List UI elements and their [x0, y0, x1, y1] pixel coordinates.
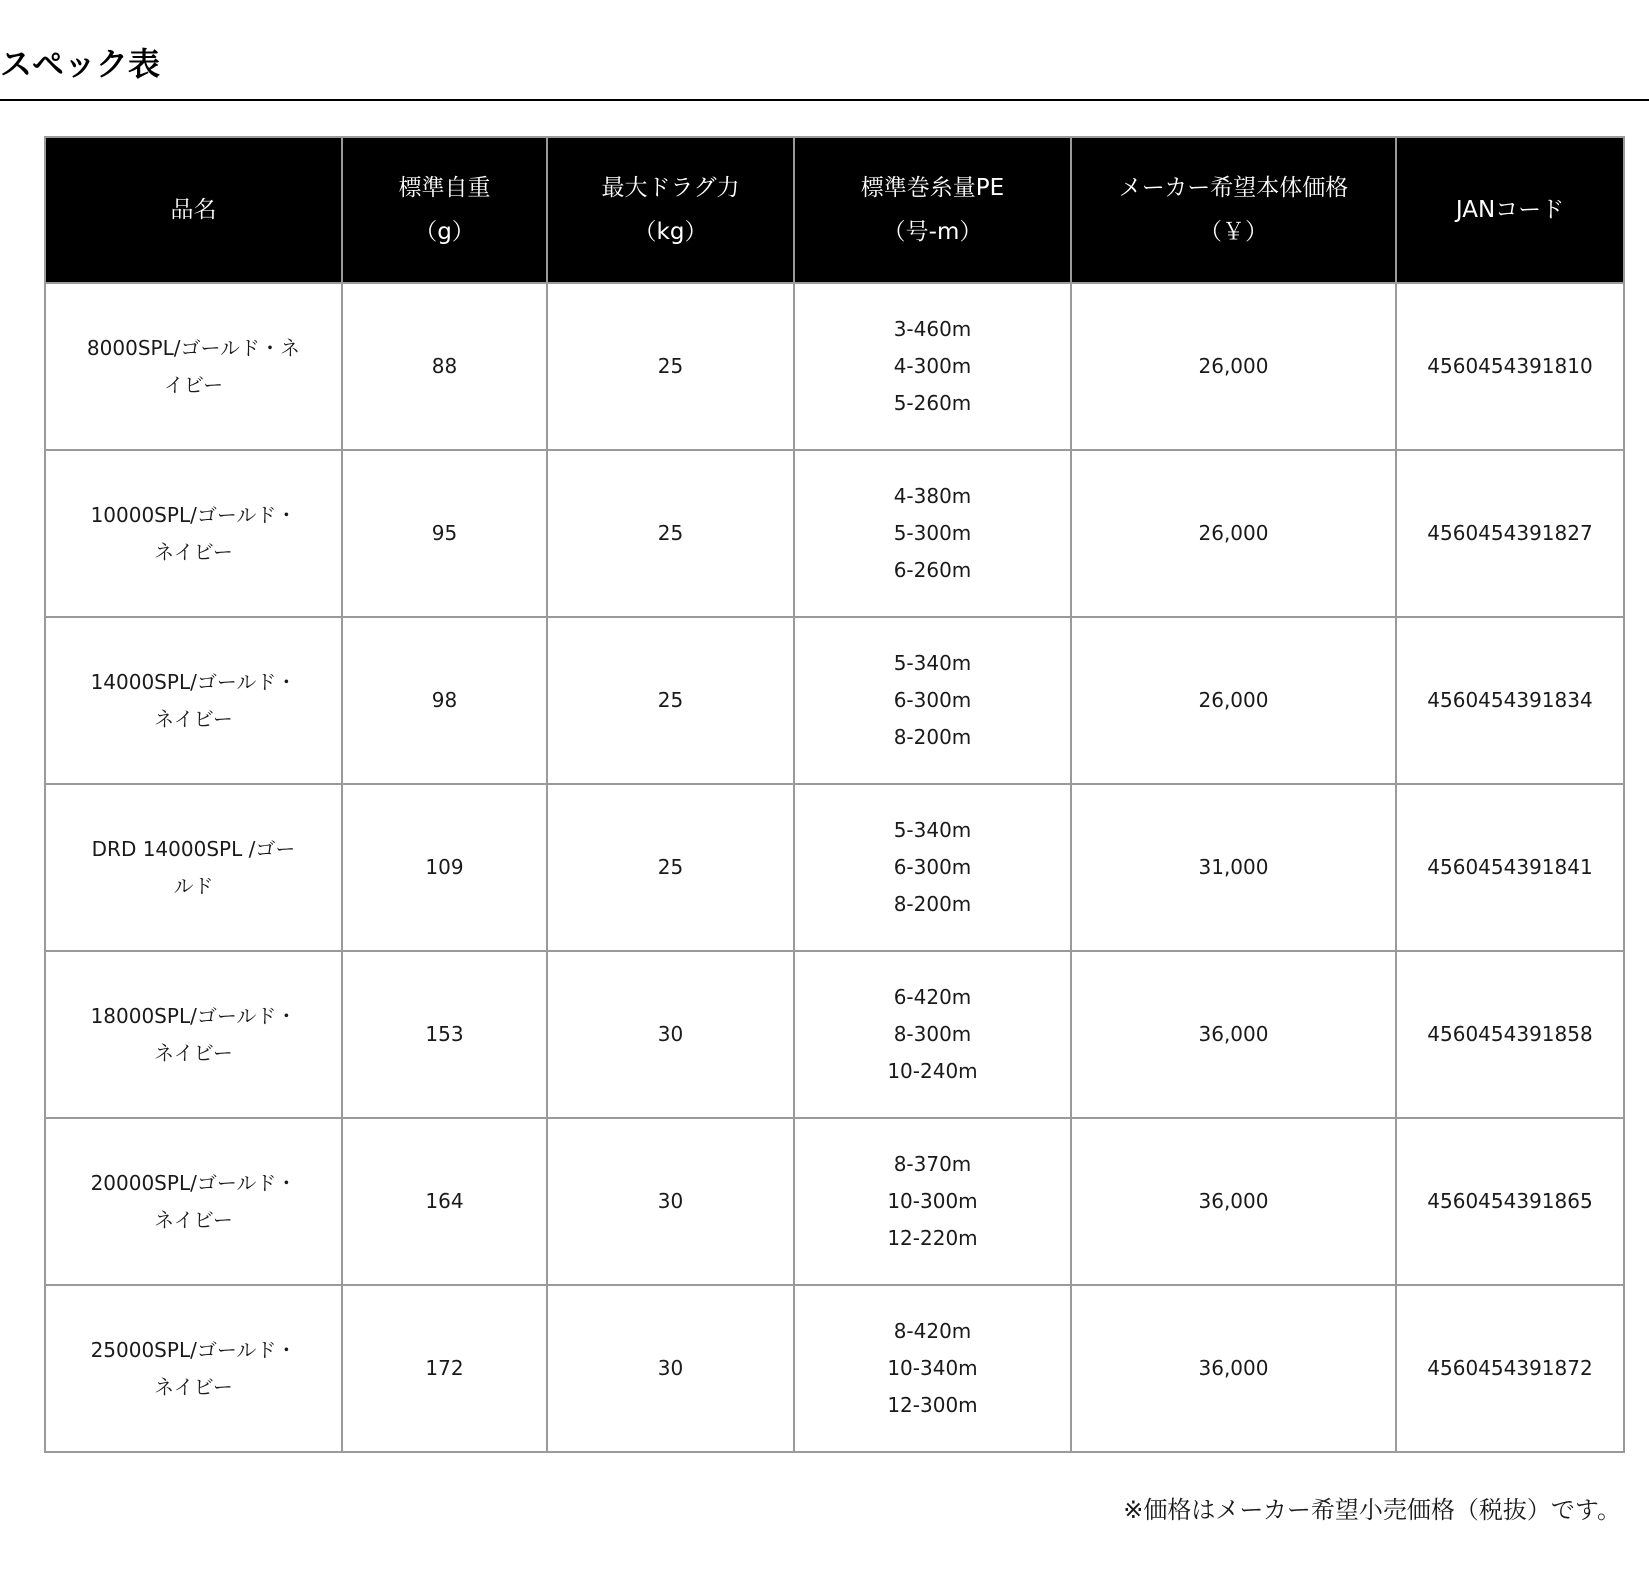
line-capacity-item: 4-380m	[893, 484, 972, 508]
header-product-name	[45, 137, 342, 283]
line-capacity-item: 6-420m	[893, 985, 972, 1009]
line-capacity-item: 8-200m	[893, 725, 972, 749]
price-cell: 36,000	[1071, 1118, 1396, 1285]
table-row	[45, 1285, 1624, 1452]
drag-cell: 30	[547, 1118, 794, 1285]
header-row	[45, 137, 1624, 283]
price-cell: 26,000	[1071, 283, 1396, 450]
product-name-cell: 8000SPL/ゴールド・ネイビー	[45, 283, 342, 450]
product-name-cell: DRD 14000SPL /ゴールド	[45, 784, 342, 951]
line-capacity-item: 5-300m	[893, 521, 972, 545]
jan-code-cell: 4560454391865	[1396, 1118, 1624, 1285]
line-capacity-cell	[794, 283, 1071, 450]
header-price	[1071, 137, 1396, 283]
drag-cell: 25	[547, 450, 794, 617]
line-capacity-item: 12-220m	[887, 1226, 978, 1250]
weight-cell: 164	[342, 1118, 547, 1285]
line-capacity-item: 3-460m	[893, 317, 972, 341]
jan-code-cell: 4560454391834	[1396, 617, 1624, 784]
line-capacity-cell	[794, 617, 1071, 784]
jan-code-cell: 4560454391872	[1396, 1285, 1624, 1452]
product-name-cell: 20000SPL/ゴールド・ネイビー	[45, 1118, 342, 1285]
line-capacity-item: 10-340m	[887, 1356, 978, 1380]
heading-divider	[0, 99, 1649, 101]
line-capacity-cell	[794, 450, 1071, 617]
line-capacity-item: 8-300m	[893, 1022, 972, 1046]
line-capacity-cell	[794, 1285, 1071, 1452]
price-cell: 26,000	[1071, 450, 1396, 617]
header-unit: （kg）	[633, 219, 708, 245]
product-name-cell: 14000SPL/ゴールド・ネイビー	[45, 617, 342, 784]
header-jan-code	[1396, 137, 1624, 283]
jan-code-cell: 4560454391827	[1396, 450, 1624, 617]
weight-cell: 95	[342, 450, 547, 617]
price-cell: 26,000	[1071, 617, 1396, 784]
line-capacity-cell	[794, 784, 1071, 951]
line-capacity-item: 8-200m	[893, 892, 972, 916]
spec-table-header	[45, 137, 1624, 283]
page-title: スペック表	[0, 45, 161, 83]
header-label: 最大ドラグ力	[601, 175, 740, 201]
line-capacity-item: 6-300m	[893, 688, 972, 712]
line-capacity-item: 6-260m	[893, 558, 972, 582]
line-capacity-item: 10-240m	[887, 1059, 978, 1083]
line-capacity-item: 5-340m	[893, 651, 972, 675]
price-note: ※価格はメーカー希望小売価格（税抜）です。	[1123, 1496, 1621, 1524]
spec-table	[44, 136, 1625, 1453]
header-unit: （￥）	[1199, 219, 1268, 245]
table-row	[45, 617, 1624, 784]
table-row	[45, 951, 1624, 1118]
line-capacity-cell	[794, 951, 1071, 1118]
weight-cell: 88	[342, 283, 547, 450]
weight-cell: 109	[342, 784, 547, 951]
header-unit: （号-m）	[882, 219, 983, 245]
price-cell: 36,000	[1071, 951, 1396, 1118]
weight-cell: 153	[342, 951, 547, 1118]
header-label: 標準巻糸量PE	[860, 175, 1005, 201]
table-row	[45, 1118, 1624, 1285]
line-capacity-item: 5-340m	[893, 818, 972, 842]
line-capacity-item: 8-420m	[893, 1319, 972, 1343]
header-max-drag	[547, 137, 794, 283]
header-unit: （g）	[414, 219, 475, 245]
drag-cell: 30	[547, 1285, 794, 1452]
header-label: 標準自重	[398, 175, 491, 201]
line-capacity-item: 4-300m	[893, 354, 972, 378]
header-weight	[342, 137, 547, 283]
jan-code-cell: 4560454391810	[1396, 283, 1624, 450]
table-row	[45, 450, 1624, 617]
header-label: JANコード	[1455, 197, 1565, 223]
product-name-cell: 18000SPL/ゴールド・ネイビー	[45, 951, 342, 1118]
header-label: 品名	[170, 197, 217, 223]
jan-code-cell: 4560454391841	[1396, 784, 1624, 951]
price-cell: 31,000	[1071, 784, 1396, 951]
drag-cell: 25	[547, 784, 794, 951]
line-capacity-cell	[794, 1118, 1071, 1285]
weight-cell: 98	[342, 617, 547, 784]
line-capacity-item: 5-260m	[893, 391, 972, 415]
table-row	[45, 283, 1624, 450]
price-cell: 36,000	[1071, 1285, 1396, 1452]
header-label: メーカー希望本体価格	[1118, 175, 1349, 201]
line-capacity-item: 10-300m	[887, 1189, 978, 1213]
drag-cell: 30	[547, 951, 794, 1118]
product-name-cell: 25000SPL/ゴールド・ネイビー	[45, 1285, 342, 1452]
jan-code-cell: 4560454391858	[1396, 951, 1624, 1118]
product-name-cell: 10000SPL/ゴールド・ネイビー	[45, 450, 342, 617]
weight-cell: 172	[342, 1285, 547, 1452]
drag-cell: 25	[547, 283, 794, 450]
line-capacity-item: 6-300m	[893, 855, 972, 879]
line-capacity-item: 8-370m	[893, 1152, 972, 1176]
header-line-capacity	[794, 137, 1071, 283]
line-capacity-item: 12-300m	[887, 1393, 978, 1417]
table-row	[45, 784, 1624, 951]
drag-cell: 25	[547, 617, 794, 784]
spec-table-body	[45, 283, 1624, 1452]
